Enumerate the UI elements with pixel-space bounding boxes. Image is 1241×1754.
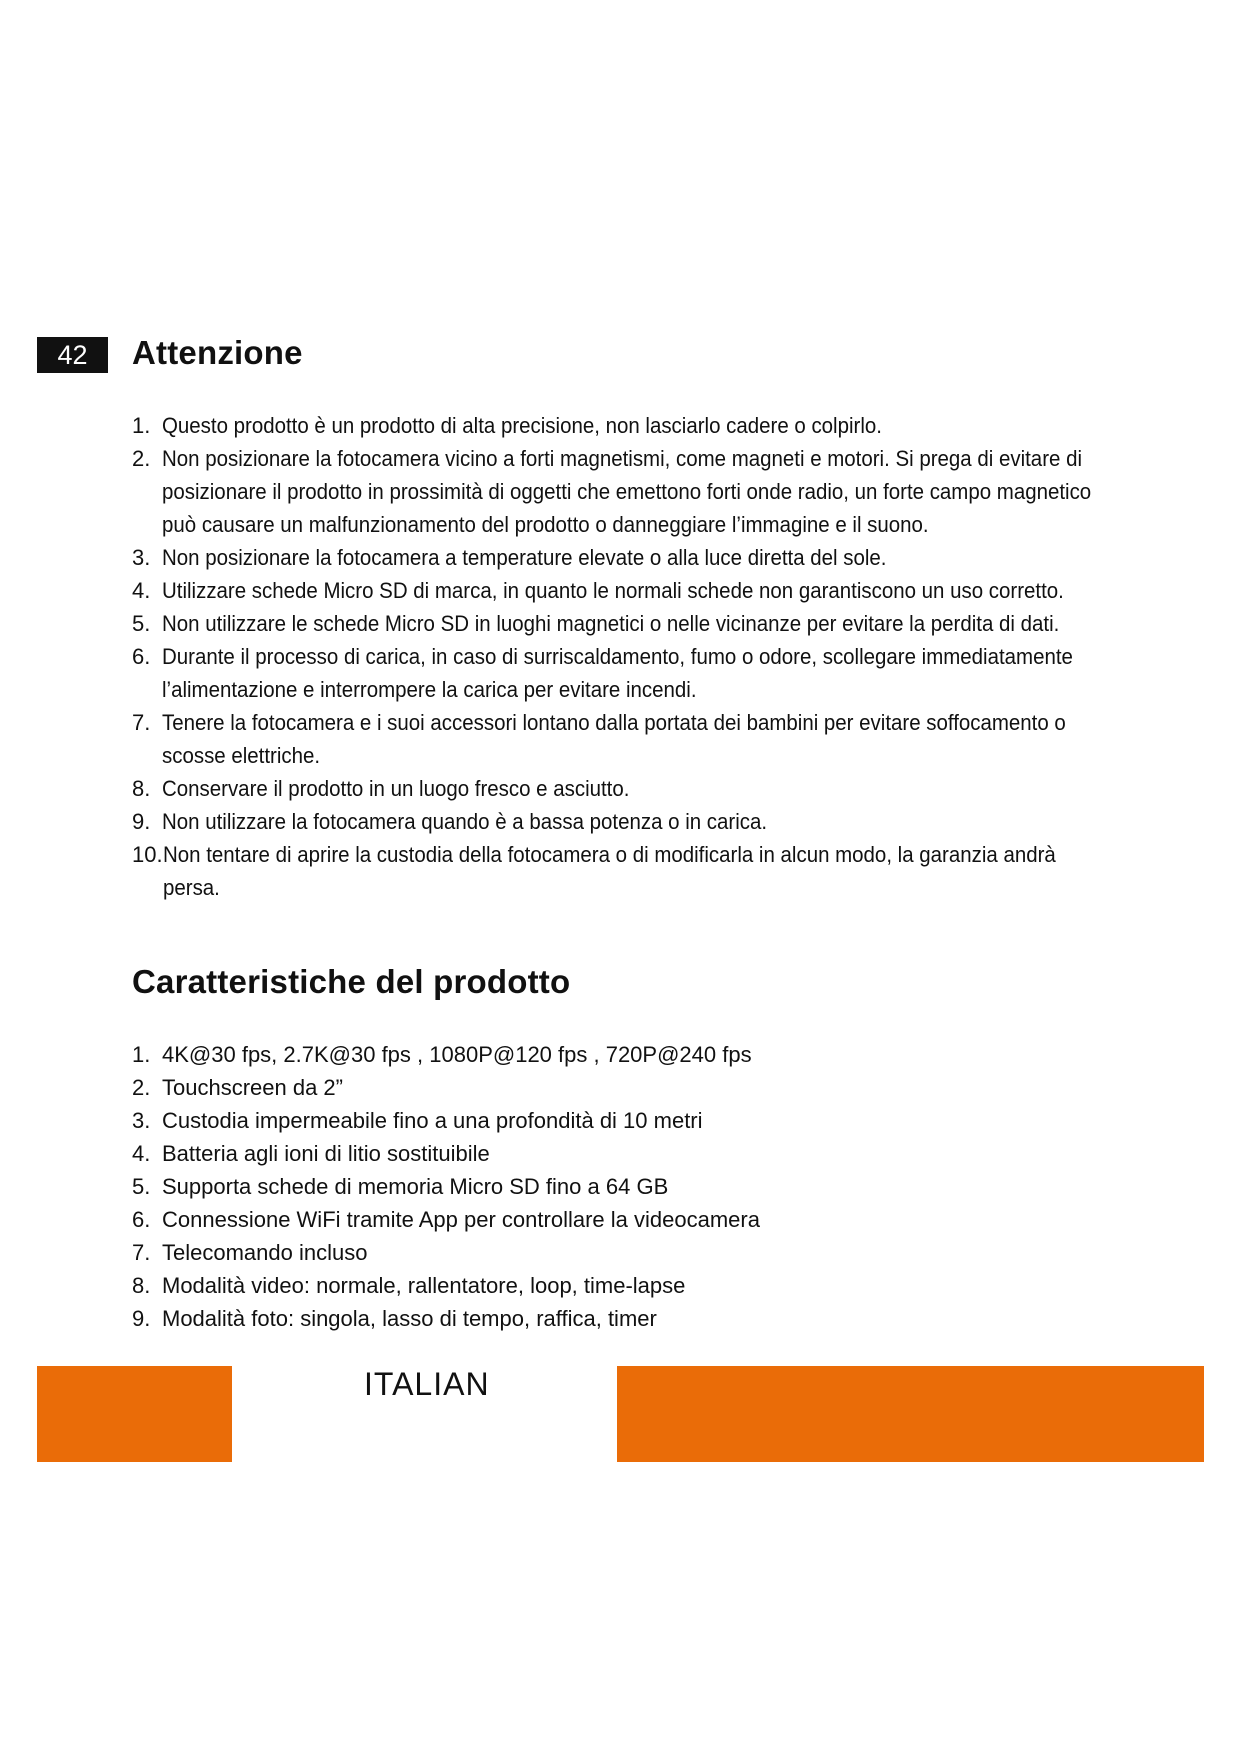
- item-number: 5.: [132, 1174, 151, 1199]
- item-text: Modalità foto: singola, lasso di tempo, raffica, timer: [162, 1306, 657, 1331]
- item-text: Supporta schede di memoria Micro SD fino a 64 GB: [162, 1174, 669, 1199]
- item-text: Non posizionare la fotocamera a temperature elevate o alla luce diretta del sole.: [162, 545, 887, 570]
- item-text: Tenere la fotocamera e i suoi accessori lontano dalla portata dei bambini per evitare soffocamento o scosse elettriche.: [162, 710, 1066, 768]
- item-text: 4K@30 fps, 2.7K@30 fps , 1080P@120 fps , 720P@240 fps: [162, 1042, 752, 1067]
- item-number: 7.: [132, 1240, 151, 1265]
- list-item: [132, 1137, 932, 1170]
- list-item: [132, 607, 1162, 640]
- list-item: [132, 706, 1162, 772]
- item-number: 5.: [132, 611, 151, 636]
- footer-language-label: ITALIAN: [364, 1366, 490, 1402]
- item-number: 8.: [132, 1273, 151, 1298]
- list-item: [132, 1104, 932, 1137]
- item-text: Modalità video: normale, rallentatore, loop, time-lapse: [162, 1273, 686, 1298]
- section-title-caratteristiche: Caratteristiche del prodotto: [132, 963, 571, 1000]
- item-text: Utilizzare schede Micro SD di marca, in quanto le normali schede non garantiscono un uso corretto.: [162, 578, 1064, 603]
- item-number: 6.: [132, 1207, 151, 1232]
- item-number: 4.: [132, 1141, 151, 1166]
- list-item: [132, 838, 1162, 904]
- list-item: [132, 1170, 932, 1203]
- item-text: Non posizionare la fotocamera vicino a forti magnetismi, come magneti e motori. Si prega di evitare di posizionare il prodotto in prossimità di oggetti che emettono forti onde radio, un forte campo magnetico può causare un malfunzionamento del prodotto o danneggiare l’immagine e il suono.: [162, 446, 1092, 537]
- list-item: [132, 1071, 932, 1104]
- item-number: 6.: [132, 644, 151, 669]
- footer-accent-bar-left: [37, 1366, 232, 1462]
- item-text: Touchscreen da 2”: [162, 1075, 343, 1100]
- list-item: [132, 442, 1162, 541]
- item-text: Questo prodotto è un prodotto di alta precisione, non lasciarlo cadere o colpirlo.: [162, 413, 882, 438]
- list-item: [132, 805, 1162, 838]
- list-item: [132, 1269, 932, 1302]
- item-number: 8.: [132, 776, 151, 801]
- item-number: 3.: [132, 1108, 151, 1133]
- item-number: 9.: [132, 1306, 151, 1331]
- item-text: Conservare il prodotto in un luogo fresco e asciutto.: [162, 776, 630, 801]
- item-text: Telecomando incluso: [162, 1240, 368, 1265]
- item-number: 7.: [132, 710, 151, 735]
- list-item: [132, 409, 1162, 442]
- item-number: 9.: [132, 809, 151, 834]
- item-text: Non utilizzare la fotocamera quando è a bassa potenza o in carica.: [162, 809, 768, 834]
- page-number: 42: [37, 337, 108, 373]
- item-text: Non tentare di aprire la custodia della fotocamera o di modificarla in alcun modo, la garanzia andrà persa.: [162, 842, 1056, 900]
- item-text: Custodia impermeabile fino a una profondità di 10 metri: [162, 1108, 703, 1133]
- footer-accent-bar-right: [617, 1366, 1204, 1462]
- item-text: Durante il processo di carica, in caso di surriscaldamento, fumo o odore, scollegare immediatamente l’alimentazione e interrompere la carica per evitare incendi.: [162, 644, 1073, 702]
- list-item: [132, 640, 1162, 706]
- item-text: Batteria agli ioni di litio sostituibile: [162, 1141, 490, 1166]
- list-item: [132, 1302, 932, 1335]
- item-text: Connessione WiFi tramite App per controllare la videocamera: [162, 1207, 760, 1232]
- features-list: [132, 1038, 932, 1335]
- section-title-attenzione: Attenzione: [132, 334, 303, 371]
- list-item: [132, 1203, 932, 1236]
- list-item: [132, 541, 1162, 574]
- item-number: 10.: [132, 842, 163, 867]
- item-number: 3.: [132, 545, 151, 570]
- item-number: 2.: [132, 446, 151, 471]
- list-item: [132, 574, 1162, 607]
- item-number: 2.: [132, 1075, 151, 1100]
- list-item: [132, 772, 1162, 805]
- warnings-list: [132, 409, 1162, 904]
- list-item: [132, 1038, 932, 1071]
- item-number: 1.: [132, 1042, 151, 1067]
- list-item: [132, 1236, 932, 1269]
- item-number: 1.: [132, 413, 151, 438]
- item-number: 4.: [132, 578, 151, 603]
- item-text: Non utilizzare le schede Micro SD in luoghi magnetici o nelle vicinanze per evitare la perdita di dati.: [162, 611, 1060, 636]
